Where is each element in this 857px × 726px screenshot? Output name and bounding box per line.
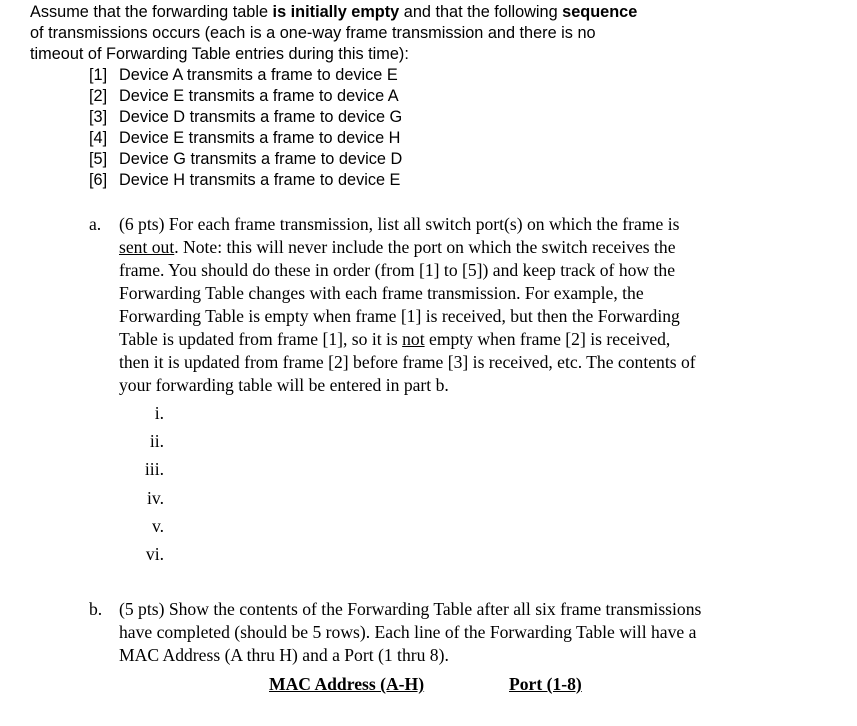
sequence-step xyxy=(89,107,402,128)
answer-numeral: ii. xyxy=(149,431,164,452)
answer-numeral: iv. xyxy=(147,487,164,508)
part-a-line: your forwarding table will be entered in part b. xyxy=(119,375,449,395)
part-a-text xyxy=(119,213,784,397)
part-b-line: have completed (should be 5 rows). Each line of the Forwarding Table will have a xyxy=(119,622,697,642)
step-number: [5] xyxy=(89,150,108,168)
intro-emphasis-initially-empty: is initially empty xyxy=(272,3,400,21)
intro-line-3: timeout of Forwarding Table entries during this time): xyxy=(30,45,409,63)
part-a-text-span: Table is updated from frame [1], so it is xyxy=(119,329,403,349)
part-a-line: Forwarding Table changes with each frame transmission. For example, the xyxy=(119,283,644,303)
step-number: [1] xyxy=(89,66,108,84)
part-a-line: (6 pts) For each frame transmission, list all switch port(s) on which the frame is xyxy=(119,214,680,234)
step-text: Device E transmits a frame to device H xyxy=(119,129,401,147)
sequence-step xyxy=(89,149,402,170)
step-number: [2] xyxy=(89,87,108,105)
part-b-text xyxy=(119,598,819,667)
intro-text: Assume that the forwarding table xyxy=(30,3,273,21)
mac-address-column-header: MAC Address (A-H) xyxy=(269,674,425,694)
part-a-line xyxy=(119,236,784,259)
underlined-not: not xyxy=(402,329,425,349)
part-b-line: MAC Address (A thru H) and a Port (1 thru 8). xyxy=(119,645,449,665)
port-column-header: Port (1-8) xyxy=(509,674,582,694)
part-a-marker: a. xyxy=(89,214,102,234)
step-number: [4] xyxy=(89,129,108,147)
intro-line-1 xyxy=(30,2,850,23)
underlined-sent-out: sent out xyxy=(119,237,175,257)
answer-numeral: vi. xyxy=(145,543,164,564)
part-a-line: frame. You should do these in order (from [1] to [5]) and keep track of how the xyxy=(119,260,676,280)
part-b-line: (5 pts) Show the contents of the Forwarding Table after all six frame transmissions xyxy=(119,599,702,619)
part-a-text-span: . Note: this will never include the port on which the switch receives the xyxy=(174,237,676,257)
part-a-line: Forwarding Table is empty when frame [1] is received, but then the Forwarding xyxy=(119,306,680,326)
step-text: Device H transmits a frame to device E xyxy=(119,171,401,189)
step-text: Device D transmits a frame to device G xyxy=(119,108,403,126)
part-a-text-span: empty when frame [2] is received, xyxy=(424,329,671,349)
part-b-marker: b. xyxy=(89,599,103,619)
step-number: [6] xyxy=(89,171,108,189)
answer-numeral: i. xyxy=(154,403,164,423)
part-a-line: then it is updated from frame [2] before frame [3] is received, etc. The contents of xyxy=(119,352,696,372)
step-text: Device A transmits a frame to device E xyxy=(119,66,398,84)
intro-line-2: of transmissions occurs (each is a one-way frame transmission and there is no xyxy=(30,24,596,42)
intro-text: and that the following xyxy=(399,3,563,21)
sequence-step xyxy=(89,128,402,149)
intro-paragraph xyxy=(30,2,850,65)
step-number: [3] xyxy=(89,108,108,126)
sequence-step xyxy=(89,170,402,191)
sequence-step xyxy=(89,65,402,86)
question-part-b xyxy=(89,598,809,667)
answer-numerals-list xyxy=(130,402,170,571)
part-a-line xyxy=(119,328,784,351)
sequence-step xyxy=(89,86,402,107)
answer-numeral: iii. xyxy=(144,459,164,480)
answer-numeral: v. xyxy=(151,515,164,536)
transmission-sequence-list xyxy=(89,65,402,191)
intro-emphasis-sequence: sequence xyxy=(562,3,638,21)
step-text: Device E transmits a frame to device A xyxy=(119,87,399,105)
step-text: Device G transmits a frame to device D xyxy=(119,150,403,168)
question-part-a xyxy=(89,213,789,397)
